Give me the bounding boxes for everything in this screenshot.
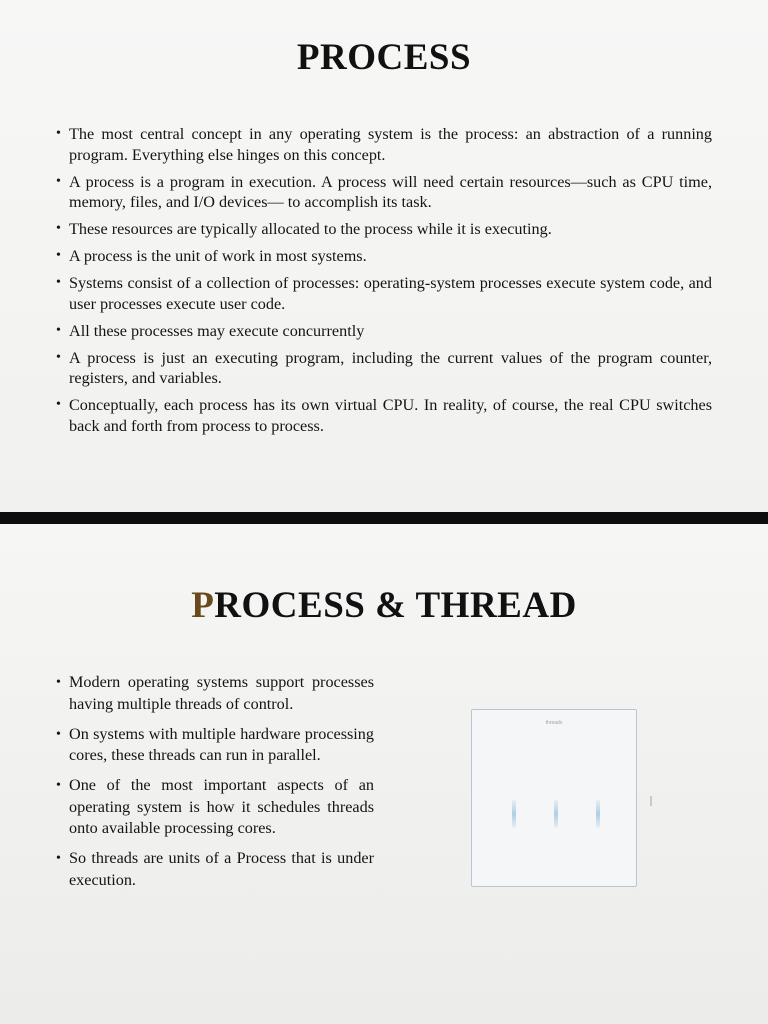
bullet-item: • All these processes may execute concurrently (56, 321, 712, 342)
bullet-item: • A process is the unit of work in most systems. (56, 246, 712, 267)
bullet-item: • Systems consist of a collection of processes: operating-system processes execute system code, and user processes execute user code. (56, 273, 712, 314)
slide-divider (0, 512, 768, 524)
slide-title-process: PROCESS (296, 37, 472, 78)
bullet-list-thread (56, 672, 374, 900)
thread-mark (512, 800, 516, 828)
title-first-letter: P (191, 585, 215, 626)
thread-diagram-figure (471, 709, 637, 887)
bullet-item: • A process is a program in execution. A process will need certain resources—such as CPU time, memory, files, and I/O devices— to accomplish its task. (56, 172, 712, 213)
bullet-item: • These resources are typically allocated to the process while it is executing. (56, 219, 712, 240)
title-rest: ROCESS & THREAD (214, 585, 577, 626)
slide-process-thread (0, 524, 768, 1024)
bullet-item: • So threads are units of a Process that is under execution. (56, 848, 374, 891)
thread-mark (554, 800, 558, 828)
bullet-list-process (56, 124, 712, 443)
thread-mark (596, 800, 600, 828)
bullet-item: • Modern operating systems support processes having multiple threads of control. (56, 672, 374, 715)
bullet-item: • The most central concept in any operating system is the process: an abstraction of a running program. Everything else hinges on this concept. (56, 124, 712, 165)
bullet-item: • Conceptually, each process has its own virtual CPU. In reality, of course, the real CPU switches back and forth from process to process. (56, 395, 712, 436)
bullet-item: • A process is just an executing program, including the current values of the program counter, registers, and variables. (56, 348, 712, 389)
figure-edge-mark (650, 796, 652, 806)
figure-caption: threads (545, 720, 563, 726)
slide-title-process-thread (0, 584, 768, 627)
bullet-item: • On systems with multiple hardware processing cores, these threads can run in parallel. (56, 724, 374, 767)
bullet-item: • One of the most important aspects of an operating system is how it schedules threads onto available processing cores. (56, 775, 374, 840)
